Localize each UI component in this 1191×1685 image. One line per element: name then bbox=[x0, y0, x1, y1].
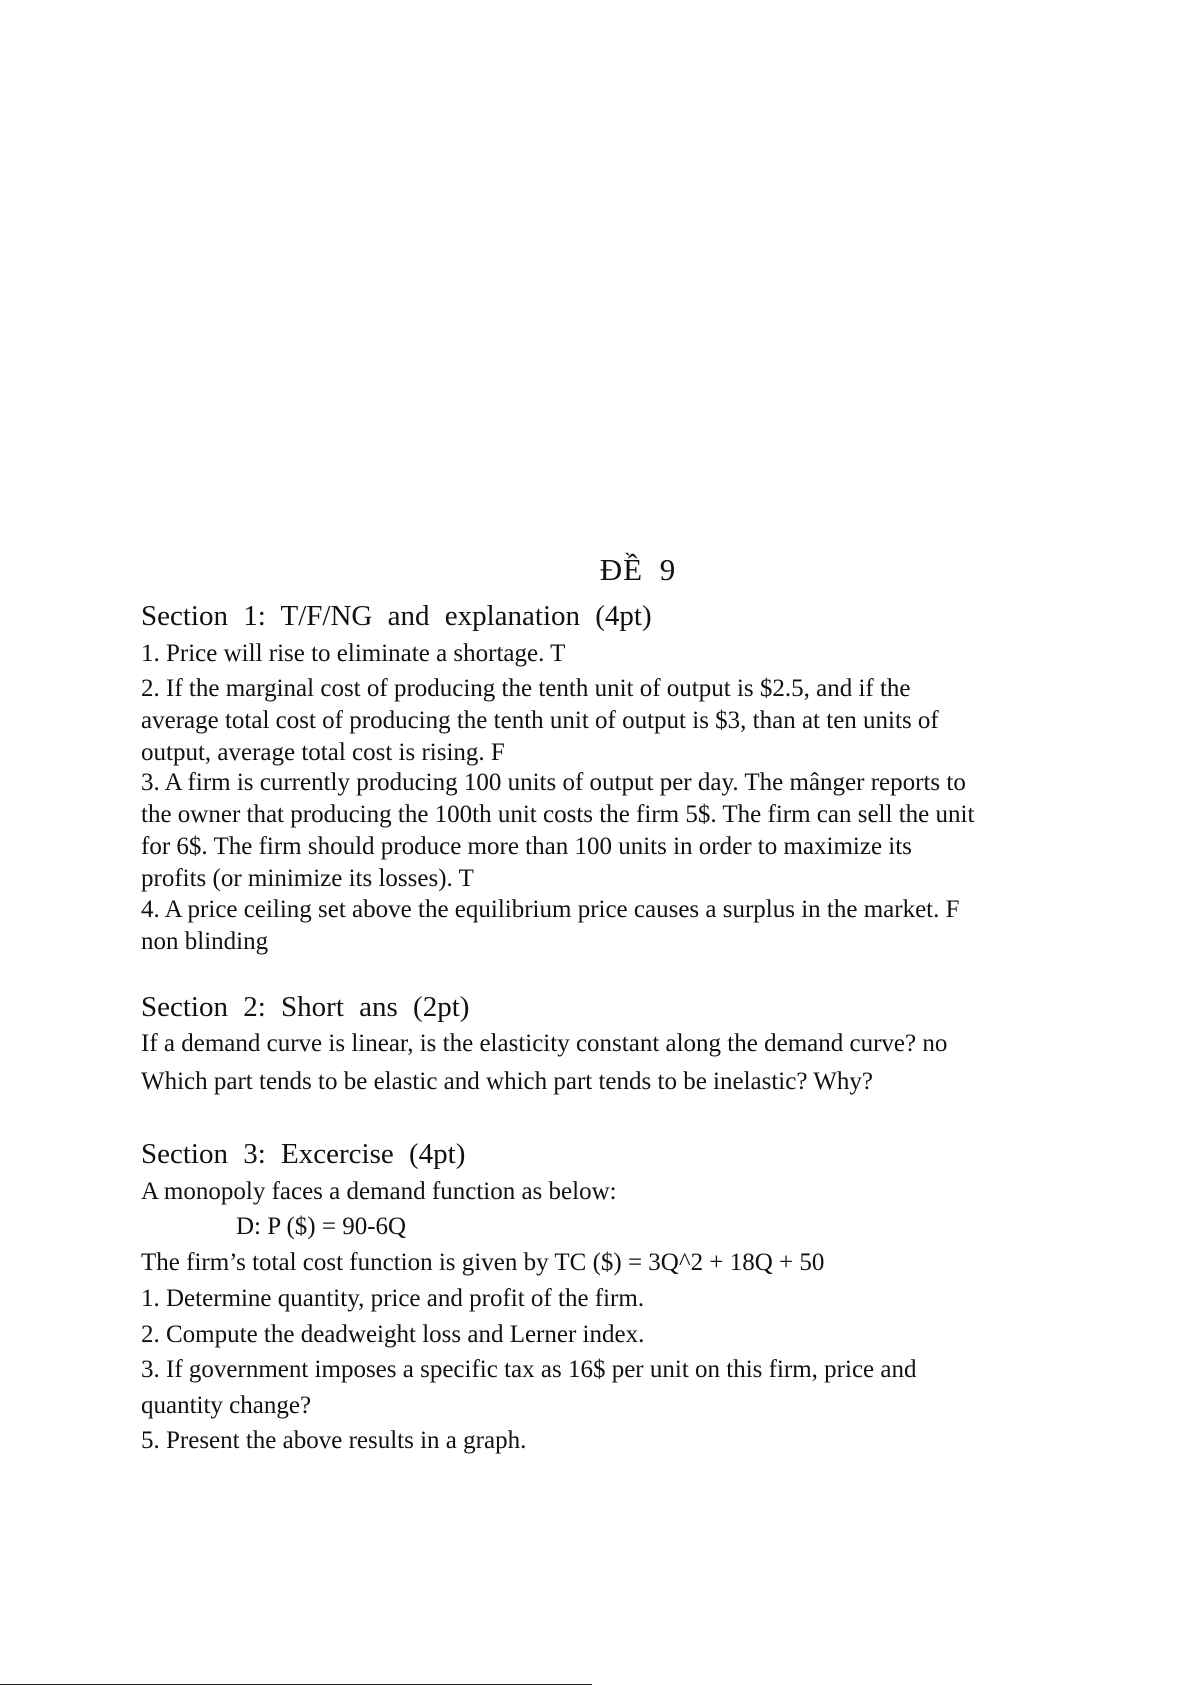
question-text: 1. Determine quantity, price and profit of the firm. bbox=[141, 1285, 645, 1312]
question-text: 3. If government imposes a specific tax as 16$ per unit on this firm, price and bbox=[141, 1356, 917, 1383]
section-1-heading: Section 1: T/F/NG and explanation (4pt) bbox=[141, 600, 652, 632]
section-1-question-4 bbox=[141, 894, 1061, 958]
section-2-heading: Section 2: Short ans (2pt) bbox=[141, 991, 470, 1023]
section-1 bbox=[141, 598, 1061, 634]
section-3-cost bbox=[141, 1247, 1061, 1279]
question-text: If a demand curve is linear, is the elasticity constant along the demand curve? no bbox=[141, 1030, 948, 1057]
question-text: for 6$. The firm should produce more than 100 units in order to maximize its bbox=[141, 833, 912, 860]
question-text: the owner that producing the 100th unit costs the firm 5$. The firm can sell the unit bbox=[141, 801, 975, 828]
demand-function: D: P ($) = 90-6Q bbox=[236, 1213, 407, 1240]
section-2-question-1 bbox=[141, 1028, 1061, 1060]
cost-function: The firm’s total cost function is given by TC ($) = 3Q^2 + 18Q + 50 bbox=[141, 1249, 825, 1276]
section-3-question-3 bbox=[141, 1354, 1061, 1422]
section-2 bbox=[141, 989, 1061, 1025]
section-3-heading: Section 3: Excercise (4pt) bbox=[141, 1138, 466, 1170]
question-text: quantity change? bbox=[141, 1392, 312, 1419]
question-text: 3. A firm is currently producing 100 units of output per day. The mânger reports to bbox=[141, 769, 966, 796]
question-text: 2. Compute the deadweight loss and Lerner index. bbox=[141, 1321, 645, 1348]
section-3-question-5 bbox=[141, 1425, 1061, 1457]
section-3-question-1 bbox=[141, 1283, 1061, 1315]
intro-text: A monopoly faces a demand function as below: bbox=[141, 1178, 617, 1205]
question-text: profits (or minimize its losses). T bbox=[141, 865, 474, 892]
question-text: 5. Present the above results in a graph. bbox=[141, 1427, 527, 1454]
question-text: Which part tends to be elastic and which part tends to be inelastic? Why? bbox=[141, 1068, 873, 1095]
section-3-intro bbox=[141, 1176, 1061, 1208]
section-1-question-2 bbox=[141, 673, 1061, 769]
question-text: non blinding bbox=[141, 928, 269, 955]
question-text: 2. If the marginal cost of producing the tenth unit of output is $2.5, and if the bbox=[141, 675, 911, 702]
section-3 bbox=[141, 1136, 1061, 1172]
question-text: 4. A price ceiling set above the equilibrium price causes a surplus in the market. F bbox=[141, 896, 960, 923]
question-text: 1. Price will rise to eliminate a shortage. T bbox=[141, 640, 566, 667]
section-3-question-2 bbox=[141, 1319, 1061, 1351]
section-3-demand bbox=[141, 1211, 1061, 1243]
section-2-question-2 bbox=[141, 1066, 1061, 1098]
question-text: output, average total cost is rising. F bbox=[141, 739, 505, 766]
question-text: average total cost of producing the tenth unit of output is $3, than at ten units of bbox=[141, 707, 939, 734]
exam-title: ĐỀ 9 bbox=[599, 552, 677, 587]
section-1-question-1 bbox=[141, 638, 1061, 670]
section-1-question-3 bbox=[141, 767, 1061, 895]
